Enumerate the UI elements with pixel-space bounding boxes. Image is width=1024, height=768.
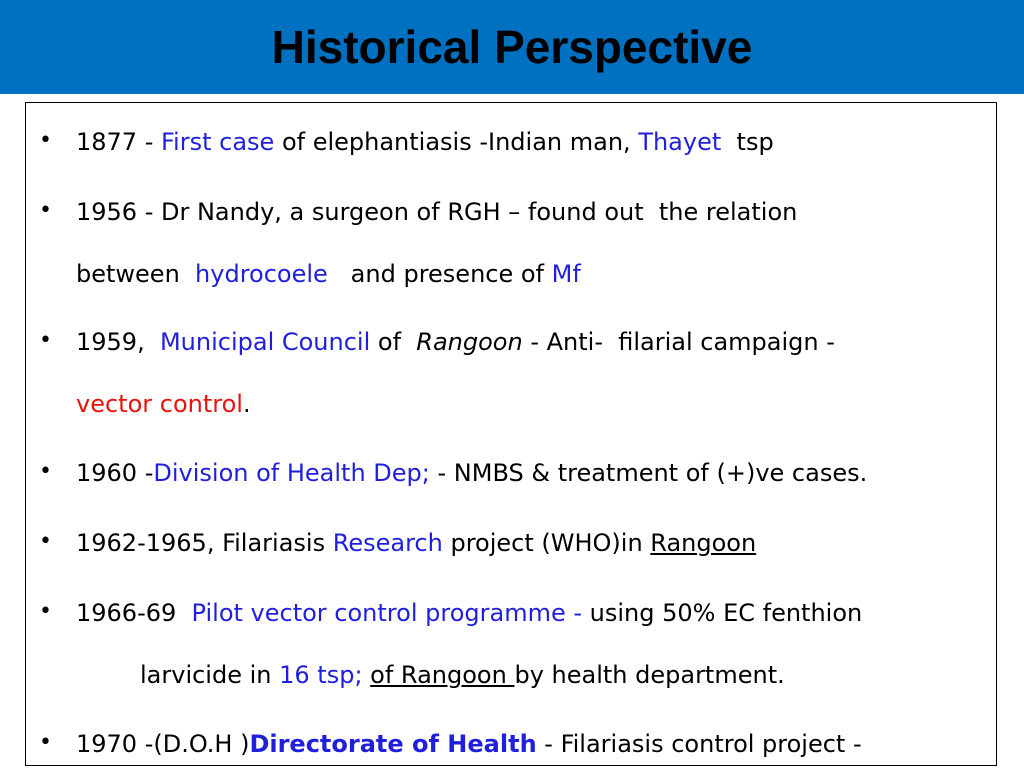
text-run: - NMBS & treatment of (+)ve cases. — [429, 459, 868, 487]
bullet-dot-icon: • — [39, 599, 52, 624]
text-run: Directorate of Health — [249, 730, 537, 758]
bullet-line — [140, 661, 785, 689]
bullet-dot-icon: • — [39, 730, 52, 755]
text-run: - Filariasis control project - — [536, 730, 862, 758]
text-run: 1877 - — [76, 128, 161, 156]
bullet-line — [76, 328, 835, 356]
text-run: hydrocoele — [195, 260, 328, 288]
bullet-dot-icon: • — [39, 198, 52, 223]
text-run: 1960 - — [76, 459, 154, 487]
text-run: 1970 -(D.O.H ) — [76, 730, 250, 758]
text-run: 16 tsp; — [279, 661, 363, 689]
text-run: Division of Health Dep; — [153, 459, 430, 487]
text-run: of — [370, 328, 417, 356]
text-run: 1966-69 — [76, 599, 192, 627]
bullet-line — [76, 730, 862, 758]
text-run: 1959, — [76, 328, 160, 356]
bullet-dot-icon: • — [39, 529, 52, 554]
bullet-line — [76, 459, 867, 487]
text-run: using 50% EC fenthion — [589, 599, 863, 627]
text-run: by health department. — [514, 661, 785, 689]
text-run: Municipal Council — [159, 328, 371, 356]
bullet-line — [76, 128, 774, 156]
bullet-dot-icon: • — [39, 128, 52, 153]
text-run: 1962-1965, Filariasis — [76, 529, 333, 557]
text-run: tsp — [721, 128, 774, 156]
bullet-line — [76, 390, 251, 418]
text-run: project (WHO)in — [442, 529, 651, 557]
text-run: Pilot vector control programme - — [191, 599, 590, 627]
text-run: and presence of — [327, 260, 552, 288]
text-run: . — [242, 390, 251, 418]
slide-title: Historical Perspective — [271, 21, 753, 73]
bullet-dot-icon: • — [39, 328, 52, 353]
text-run: - Anti- filarial campaign - — [522, 328, 835, 356]
text-run: Rangoon — [650, 529, 757, 557]
text-run: 1956 - Dr Nandy, a surgeon of RGH – found out the relation — [76, 198, 798, 226]
text-run: Rangoon — [416, 328, 523, 356]
text-run: of elephantiasis -Indian man, — [274, 128, 639, 156]
text-run: Research — [332, 529, 443, 557]
text-run: larvicide in — [140, 661, 280, 689]
bullet-line — [76, 198, 797, 226]
text-run: Mf — [551, 260, 581, 288]
bullet-dot-icon: • — [39, 459, 52, 484]
bullet-line — [76, 260, 581, 288]
text-run: Thayet — [638, 128, 722, 156]
content-box — [25, 102, 997, 766]
bullet-line — [76, 529, 756, 557]
bullet-line — [76, 599, 862, 627]
text-run: between — [76, 260, 196, 288]
text-run: vector control — [76, 390, 243, 418]
text-run: of Rangoon — [370, 661, 515, 689]
text-run: First case — [161, 128, 275, 156]
